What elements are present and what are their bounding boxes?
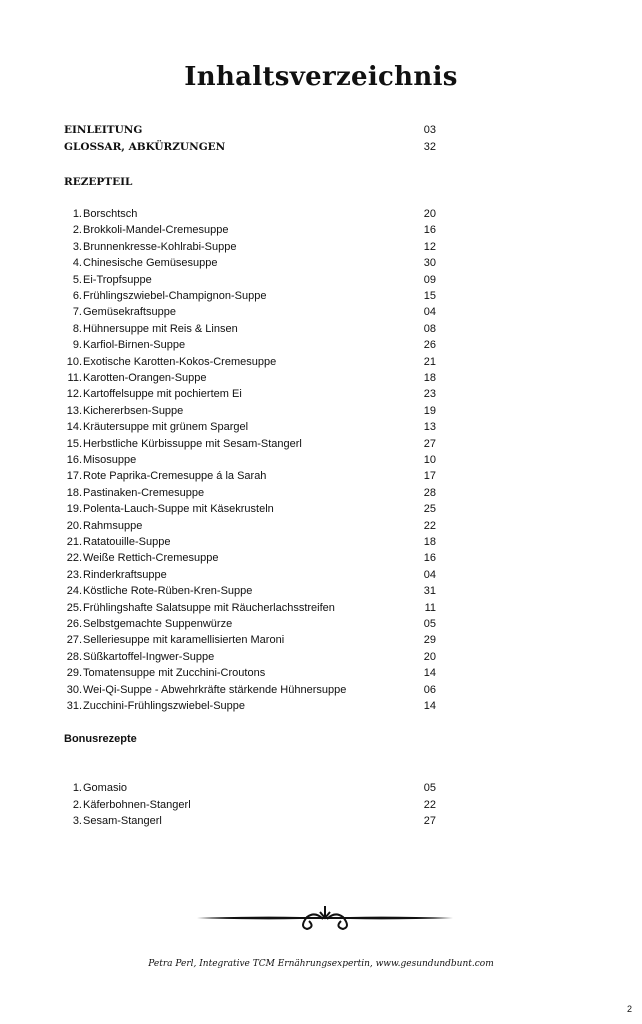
entry-label: Karfiol-Birnen-Suppe xyxy=(83,339,186,352)
entry-label: Kartoffelsuppe mit pochiertem Ei xyxy=(83,388,242,401)
toc-entry[interactable] xyxy=(60,436,436,452)
flourish-divider-icon xyxy=(195,903,455,933)
toc-entry[interactable] xyxy=(60,239,436,255)
toc-entry[interactable] xyxy=(60,698,436,714)
entry-number: 8. xyxy=(72,322,82,335)
entry-number: 14. xyxy=(66,421,82,434)
entry-label: EINLEITUNG xyxy=(64,124,143,136)
entry-label: Exotische Karotten-Kokos-Cremesuppe xyxy=(83,355,277,368)
entry-number: 4. xyxy=(72,257,82,270)
entry-number: 29. xyxy=(66,667,82,680)
toc-entry[interactable] xyxy=(60,632,436,648)
page-title: Inhaltsverzeichnis xyxy=(184,62,458,92)
entry-number: 30. xyxy=(66,683,82,696)
entry-page: 14 xyxy=(423,667,436,680)
entry-label: Borschtsch xyxy=(83,208,138,220)
entry-number: 26. xyxy=(66,618,82,630)
entry-page: 13 xyxy=(423,421,436,434)
entry-page: 05 xyxy=(423,618,436,630)
toc-entry[interactable] xyxy=(60,797,436,813)
entry-page: 17 xyxy=(423,470,436,483)
entry-number: 7. xyxy=(72,306,82,319)
entry-number: 19. xyxy=(66,503,82,516)
entry-number: 13. xyxy=(66,404,82,417)
toc-entry[interactable] xyxy=(60,534,436,550)
entry-label: Köstliche Rote-Rüben-Kren-Suppe xyxy=(83,585,253,598)
toc-entry-einleitung[interactable] xyxy=(64,124,436,136)
toc-entry[interactable] xyxy=(60,206,436,222)
entry-label: Pastinaken-Cremesuppe xyxy=(83,486,205,499)
toc-entry[interactable] xyxy=(60,386,436,402)
entry-label: Süßkartoffel-Ingwer-Suppe xyxy=(83,650,215,663)
toc-entry[interactable] xyxy=(60,321,436,337)
entry-number: 6. xyxy=(72,290,82,302)
entry-number: 28. xyxy=(66,650,82,663)
toc-entry[interactable] xyxy=(60,337,436,353)
entry-label: Chinesische Gemüsesuppe xyxy=(83,257,218,270)
entry-page: 18 xyxy=(423,536,436,548)
entry-page: 28 xyxy=(423,486,436,499)
entry-number: 2. xyxy=(72,798,82,811)
entry-page: 22 xyxy=(423,798,436,811)
entry-page: 04 xyxy=(423,306,436,319)
entry-number: 24. xyxy=(66,585,82,598)
footer-credit: Petra Perl, Integrative TCM Ernährungsexpertin, www.gesundundbunt.com xyxy=(148,959,494,969)
toc-entry[interactable] xyxy=(60,403,436,419)
entry-label: Polenta-Lauch-Suppe mit Käsekrusteln xyxy=(83,503,274,516)
entry-label: Rahmsuppe xyxy=(83,519,143,532)
entry-label: Sesam-Stangerl xyxy=(83,815,162,827)
entry-number: 17. xyxy=(66,470,82,483)
entry-page: 09 xyxy=(423,273,436,286)
entry-page: 20 xyxy=(423,208,436,220)
toc-entry[interactable] xyxy=(60,255,436,271)
toc-entry[interactable] xyxy=(60,583,436,599)
entry-page: 16 xyxy=(423,224,436,237)
entry-number: 10. xyxy=(66,355,82,368)
entry-page: 22 xyxy=(423,519,436,532)
entry-number: 16. xyxy=(66,454,82,466)
toc-entry[interactable] xyxy=(60,222,436,238)
entry-page: 18 xyxy=(423,372,436,384)
toc-entry-glossar[interactable] xyxy=(64,141,436,153)
entry-page: 04 xyxy=(423,568,436,581)
entry-number: 5. xyxy=(72,273,82,286)
entry-label: Käferbohnen-Stangerl xyxy=(83,798,191,811)
entry-number: 27. xyxy=(66,634,82,647)
entry-page: 31 xyxy=(423,585,436,598)
entry-label: Tomatensuppe mit Zucchini-Croutons xyxy=(83,667,266,680)
entry-page: 30 xyxy=(423,257,436,270)
entry-number: 25. xyxy=(66,601,82,614)
toc-entry[interactable] xyxy=(60,419,436,435)
entry-page: 25 xyxy=(423,503,436,516)
entry-label: Ei-Tropfsuppe xyxy=(83,273,152,286)
toc-entry[interactable] xyxy=(60,682,436,698)
entry-label: Zucchini-Frühlingszwiebel-Suppe xyxy=(83,700,246,712)
entry-label: Selbstgemachte Suppenwürze xyxy=(83,618,233,630)
entry-label: Kichererbsen-Suppe xyxy=(83,404,184,417)
toc-entry[interactable] xyxy=(60,567,436,583)
entry-page: 10 xyxy=(423,454,436,466)
entry-page: 23 xyxy=(423,388,436,401)
entry-page: 05 xyxy=(423,782,436,794)
entry-page: 21 xyxy=(423,355,436,368)
section-heading-rezepteil: REZEPTEIL xyxy=(64,176,133,188)
toc-entry[interactable] xyxy=(60,288,436,304)
entry-page: 11 xyxy=(424,601,436,614)
entry-page: 29 xyxy=(423,634,436,647)
entry-label: Gemüsekraftsuppe xyxy=(83,306,176,319)
entry-page: 08 xyxy=(423,322,436,335)
entry-number: 15. xyxy=(66,437,82,450)
entry-number: 23. xyxy=(66,568,82,581)
entry-page: 06 xyxy=(423,683,436,696)
entry-page: 26 xyxy=(423,339,436,352)
entry-label: Frühlingshafte Salatsuppe mit Räucherlachsstreifen xyxy=(83,601,335,614)
toc-entry[interactable] xyxy=(60,468,436,484)
entry-number: 9. xyxy=(72,339,82,352)
toc-entry[interactable] xyxy=(60,501,436,517)
toc-entry[interactable] xyxy=(60,600,436,616)
toc-entry[interactable] xyxy=(60,550,436,566)
entry-number: 2. xyxy=(72,224,82,237)
entry-page: 19 xyxy=(423,404,436,417)
entry-number: 1. xyxy=(72,782,82,794)
entry-label: GLOSSAR, ABKÜRZUNGEN xyxy=(64,141,226,153)
entry-label: Hühnersuppe mit Reis & Linsen xyxy=(83,322,238,335)
entry-page: 27 xyxy=(423,437,436,450)
entry-label: Rinderkraftsuppe xyxy=(83,568,167,581)
toc-entry[interactable] xyxy=(60,485,436,501)
toc-entry[interactable] xyxy=(60,304,436,320)
entry-page: 03 xyxy=(423,124,436,136)
entry-page: 14 xyxy=(423,700,436,712)
section-heading-bonus: Bonusrezepte xyxy=(64,733,137,745)
entry-page: 15 xyxy=(423,290,436,302)
entry-label: Herbstliche Kürbissuppe mit Sesam-Stangerl xyxy=(83,437,302,450)
entry-number: 1. xyxy=(72,208,82,220)
entry-number: 31. xyxy=(66,700,82,712)
entry-label: Rote Paprika-Cremesuppe á la Sarah xyxy=(83,470,267,483)
entry-label: Misosuppe xyxy=(83,454,137,466)
entry-number: 3. xyxy=(72,240,82,253)
entry-label: Brunnenkresse-Kohlrabi-Suppe xyxy=(83,240,237,253)
toc-entry[interactable] xyxy=(60,780,436,796)
toc-entry[interactable] xyxy=(60,354,436,370)
page-number: 2 xyxy=(627,1004,633,1014)
entry-label: Weiße Rettich-Cremesuppe xyxy=(83,552,219,565)
entry-page: 32 xyxy=(423,141,436,153)
toc-entry[interactable] xyxy=(60,813,436,829)
entry-number: 21. xyxy=(66,536,82,548)
entry-page: 16 xyxy=(423,552,436,565)
toc-entry[interactable] xyxy=(60,272,436,288)
toc-entry[interactable] xyxy=(60,665,436,681)
entry-label: Wei-Qi-Suppe - Abwehrkräfte stärkende Hühnersuppe xyxy=(83,683,347,696)
entry-label: Brokkoli-Mandel-Cremesuppe xyxy=(83,224,229,237)
entry-page: 20 xyxy=(423,650,436,663)
toc-entry[interactable] xyxy=(60,616,436,632)
entry-page: 12 xyxy=(423,240,436,253)
entry-number: 18. xyxy=(66,486,82,499)
entry-number: 11. xyxy=(67,372,82,384)
toc-entry[interactable] xyxy=(60,649,436,665)
entry-number: 20. xyxy=(66,519,82,532)
entry-label: Selleriesuppe mit karamellisierten Maroni xyxy=(83,634,285,647)
entry-label: Kräutersuppe mit grünem Spargel xyxy=(83,421,249,434)
entry-number: 3. xyxy=(72,815,82,827)
toc-entry[interactable] xyxy=(60,518,436,534)
entry-label: Gomasio xyxy=(83,782,128,794)
toc-entry[interactable] xyxy=(60,370,436,386)
entry-label: Ratatouille-Suppe xyxy=(83,536,171,548)
toc-entry[interactable] xyxy=(60,452,436,468)
entry-label: Karotten-Orangen-Suppe xyxy=(83,372,207,384)
entry-label: Frühlingszwiebel-Champignon-Suppe xyxy=(83,290,267,302)
entry-page: 27 xyxy=(423,815,436,827)
entry-number: 12. xyxy=(66,388,82,401)
entry-number: 22. xyxy=(66,552,82,565)
